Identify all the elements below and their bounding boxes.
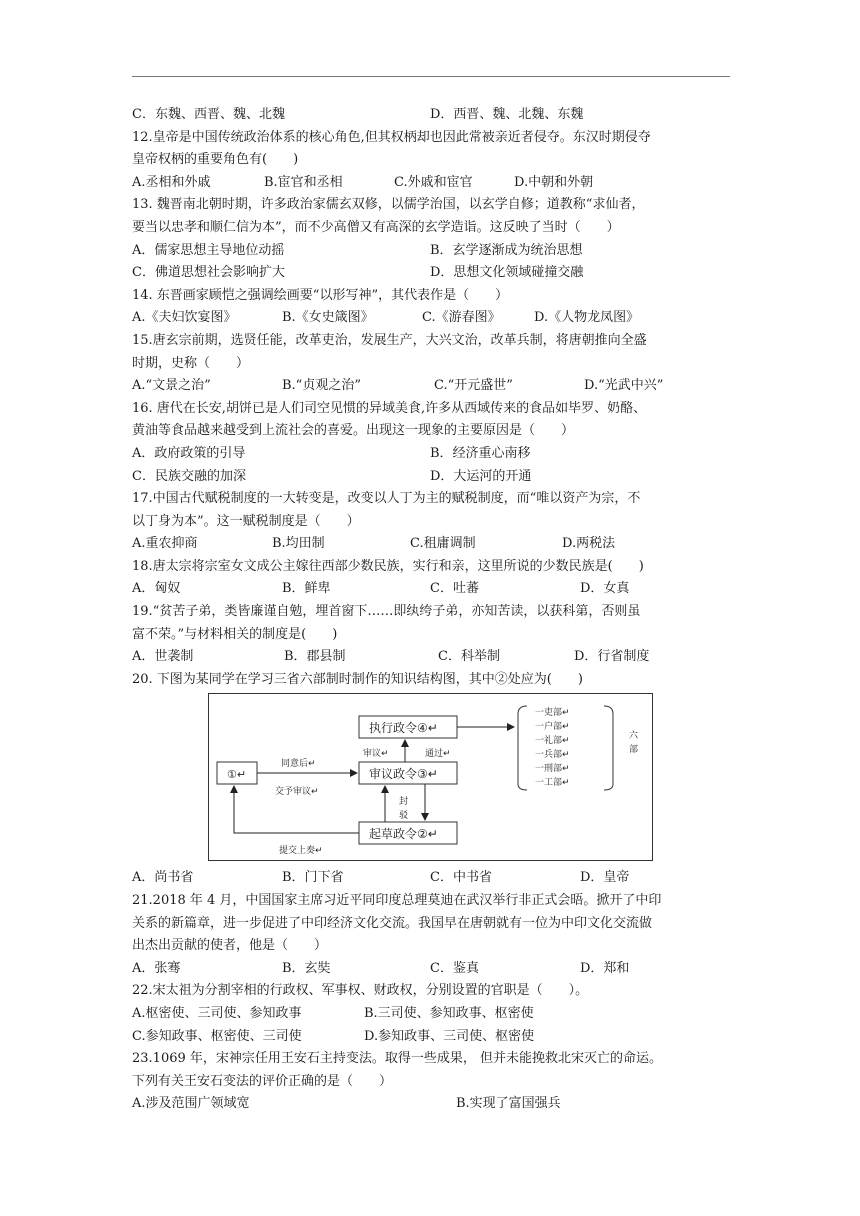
q16-stem-1: 16. 唐代在长安,胡饼已是人们司空见惯的异域美食,许多从西域传来的食品如毕罗、奶酪、 [132, 400, 647, 416]
q19-option-b: B．郡县制 [284, 649, 346, 665]
q17-option-c: C.租庸调制 [410, 536, 476, 552]
diagram-shenyi: 审议↵ [363, 749, 389, 760]
q21-option-b: B．玄奘 [282, 960, 331, 976]
q11-option-d: D．西晋、魏、北魏、东魏 [430, 107, 584, 122]
q21-option-a: A．张骞 [132, 960, 181, 976]
q15-stem-1: 15.唐玄宗前期，选贤任能，改革吏治，发展生产，大兴文治，改革兵制，将唐朝推向全盛 [132, 332, 647, 348]
diagram-submit-review: 交予审议↵ [275, 787, 319, 798]
q21-option-c: C．鉴真 [430, 960, 479, 976]
diagram-six-1: 六 [629, 731, 639, 742]
q13-stem-1: 13. 魏晋南北朝时期，许多政治家儒玄双修，以儒学治国，以玄学自修；道教称“求仙者， [132, 197, 645, 213]
q23-option-b: B.实现了富国强兵 [456, 1096, 561, 1112]
q13-option-a: A．儒家思想主导地位动摇 [132, 242, 285, 258]
q23-stem-2: 下列有关王安石变法的评价正确的是（ ） [132, 1073, 393, 1089]
q16-stem-2: 黄油等食品越来越受到上流社会的喜爱。出现这一现象的主要原因是（ ） [132, 423, 575, 439]
q16-option-a: A．政府政策的引导 [132, 445, 246, 461]
q20-stem: 20. 下图为某同学在学习三省六部制时制作的知识结构图，其中②处应为( ) [132, 671, 583, 687]
q22-option-a: A.枢密使、三司使、参知政事 [132, 1006, 302, 1021]
q21-options [132, 958, 732, 981]
q17-stem-1: 17.中国古代赋税制度的一大转变是，改变以人丁为主的赋税制度，而“唯以资产为宗，不 [132, 491, 641, 507]
q12-option-c: C.外戚和宦官 [394, 174, 473, 190]
q14-option-a: A.《夫妇饮宴图》 [132, 310, 237, 326]
q15-option-c: C.“开元盛世” [434, 378, 513, 394]
q13-option-d: D．思想文化领域碰撞交融 [430, 265, 584, 281]
q19-stem-2: 富不荣。”与材料相关的制度是( ) [132, 626, 338, 642]
q21-stem-3: 出杰出贡献的使者，他是（ ） [132, 938, 328, 954]
diagram-fengbo-2: 驳 [399, 811, 409, 822]
q14-option-c: C.《游春图》 [422, 310, 501, 326]
diagram-draft: 起草政令②↵ [369, 827, 438, 842]
q20-option-a: A．尚书省 [132, 870, 194, 886]
q18-options [132, 578, 732, 601]
q22-options-ab [132, 1003, 732, 1026]
q23-option-a: A.涉及范围广领域宽 [132, 1096, 250, 1112]
q19-option-a: A．世袭制 [132, 649, 194, 665]
q22-option-c: C.参知政事、枢密使、三司使 [132, 1028, 302, 1044]
q17-option-d: D.两税法 [562, 536, 616, 552]
ministry-label: 一工部↵ [535, 778, 570, 789]
q13-options-ab [132, 240, 732, 263]
q14-stem: 14. 东晋画家顾恺之强调绘画要“以形写神”，其代表作是（ ） [132, 287, 509, 303]
ministry-label: 一户部↵ [535, 722, 570, 733]
q13-option-b: B．玄学逐渐成为统治思想 [430, 242, 583, 258]
q17-stem-2: 以丁身为本”。这一赋税制度是（ ） [132, 513, 360, 529]
q15-option-a: A.“文景之治” [132, 378, 211, 394]
q18-option-c: C．吐蕃 [430, 581, 479, 597]
q16-option-b: B．经济重心南移 [430, 445, 531, 461]
diagram-tongguo: 通过↵ [425, 749, 451, 760]
q12-option-d: D.中朝和外朝 [514, 174, 594, 190]
q14-option-d: D.《人物龙凤图》 [534, 310, 640, 326]
diagram-fengbo-1: 封 [399, 797, 409, 808]
q21-stem-2: 关系的新篇章，进一步促进了中印经济文化交流。我国早在唐朝就有一位为中印文化交流做 [132, 915, 653, 931]
q17-option-b: B.均田制 [272, 536, 325, 552]
ministries-bracket-left [518, 706, 527, 790]
q16-option-d: D．大运河的开通 [430, 468, 532, 484]
diagram-review: 审议政令③↵ [369, 767, 438, 782]
q15-stem-2: 时期，史称（ ） [132, 355, 250, 371]
diagram-svg [209, 694, 652, 860]
q18-option-d: D．女真 [580, 581, 630, 597]
q22-option-d: D.参知政事、三司使、枢密使 [364, 1028, 535, 1044]
q18-option-a: A．匈奴 [132, 581, 181, 597]
ministry-label: 一吏部↵ [535, 708, 570, 719]
q22-stem: 22.宋太祖为分割宰相的行政权、军事权、财政权，分别设置的官职是（ ）。 [132, 983, 589, 999]
q18-stem: 18.唐太宗将宗室女文成公主嫁往西部少数民族，实行和亲，这里所说的少数民族是( ) [132, 558, 644, 574]
q21-option-d: D．郑和 [580, 960, 630, 976]
diagram-six-2: 部 [629, 745, 639, 756]
q17-options [132, 533, 732, 556]
q15-option-d: D.“光武中兴” [584, 378, 664, 394]
q20-option-b: B．门下省 [282, 870, 344, 886]
q23-options [132, 1093, 732, 1116]
q12-stem-2: 皇帝权柄的重要角色有( ) [132, 152, 299, 168]
q14-options [132, 307, 732, 330]
q12-option-b: B.宦官和丞相 [264, 174, 343, 190]
ministry-label: 一兵部↵ [535, 750, 570, 761]
diagram-ministries [535, 706, 570, 788]
exam-content [132, 104, 732, 1116]
q19-option-c: C．科举制 [438, 649, 500, 665]
q17-option-a: A.重农抑商 [132, 536, 198, 552]
q20-option-d: D．皇帝 [580, 870, 630, 886]
q16-option-c: C．民族交融的加深 [132, 468, 246, 484]
ministry-label: 一礼部↵ [535, 736, 570, 747]
q15-option-b: B.“贞观之治” [282, 378, 361, 394]
q16-options-cd [132, 466, 732, 489]
q23-stem-1: 23.1069 年，宋神宗任用王安石主持变法。取得一些成果， 但并未能挽救北宋灭亡的命运。 [132, 1051, 663, 1067]
q11-option-c: C．东魏、西晋、魏、北魏 [132, 107, 285, 122]
q20-option-c: C．中书省 [430, 870, 492, 886]
q19-option-d: D．行省制度 [574, 649, 650, 665]
diagram-node-1: ①↵ [227, 768, 247, 782]
q22-options-cd [132, 1026, 732, 1049]
q11-options [132, 104, 732, 127]
q12-options [132, 172, 732, 195]
ministry-label: 一刑部↵ [535, 764, 570, 775]
diagram-after-agree: 同意后↵ [281, 759, 316, 770]
q22-option-b: B.三司使、参知政事、枢密使 [364, 1006, 534, 1021]
diagram-submit-up: 提交上奏↵ [279, 846, 323, 857]
q18-option-b: B．鲜卑 [282, 581, 331, 597]
q16-options-ab [132, 443, 732, 466]
diagram-execute: 执行政令④↵ [369, 721, 438, 736]
q15-options [132, 375, 732, 398]
ministries-bracket-right [604, 706, 613, 790]
three-departments-diagram [208, 693, 653, 861]
header-rule [132, 76, 730, 77]
q13-stem-2: 要当以忠孝和顺仁信为本”，而不少高僧又有高深的玄学造诣。这反映了当时（ ） [132, 219, 620, 235]
q21-stem-1: 21.2018 年 4 月，中国国家主席习近平同印度总理莫迪在武汉举行非正式会晤。掀开了中印 [132, 893, 662, 909]
q19-stem-1: 19.“贫苦子弟，类皆廉谨自勉，埋首窗下……即纨绔子弟，亦知苦读，以获科第，否则虽 [132, 604, 641, 620]
q14-option-b: B.《女史箴图》 [282, 310, 374, 326]
q12-stem-1: 12.皇帝是中国传统政治体系的核心角色,但其权柄却也因此常被亲近者侵夺。东汉时期侵夺 [132, 129, 651, 145]
q19-options [132, 646, 732, 669]
q20-options [132, 867, 732, 890]
q13-option-c: C．佛道思想社会影响扩大 [132, 265, 285, 281]
q13-options-cd [132, 262, 732, 285]
q12-option-a: A.丞相和外戚 [132, 174, 211, 190]
